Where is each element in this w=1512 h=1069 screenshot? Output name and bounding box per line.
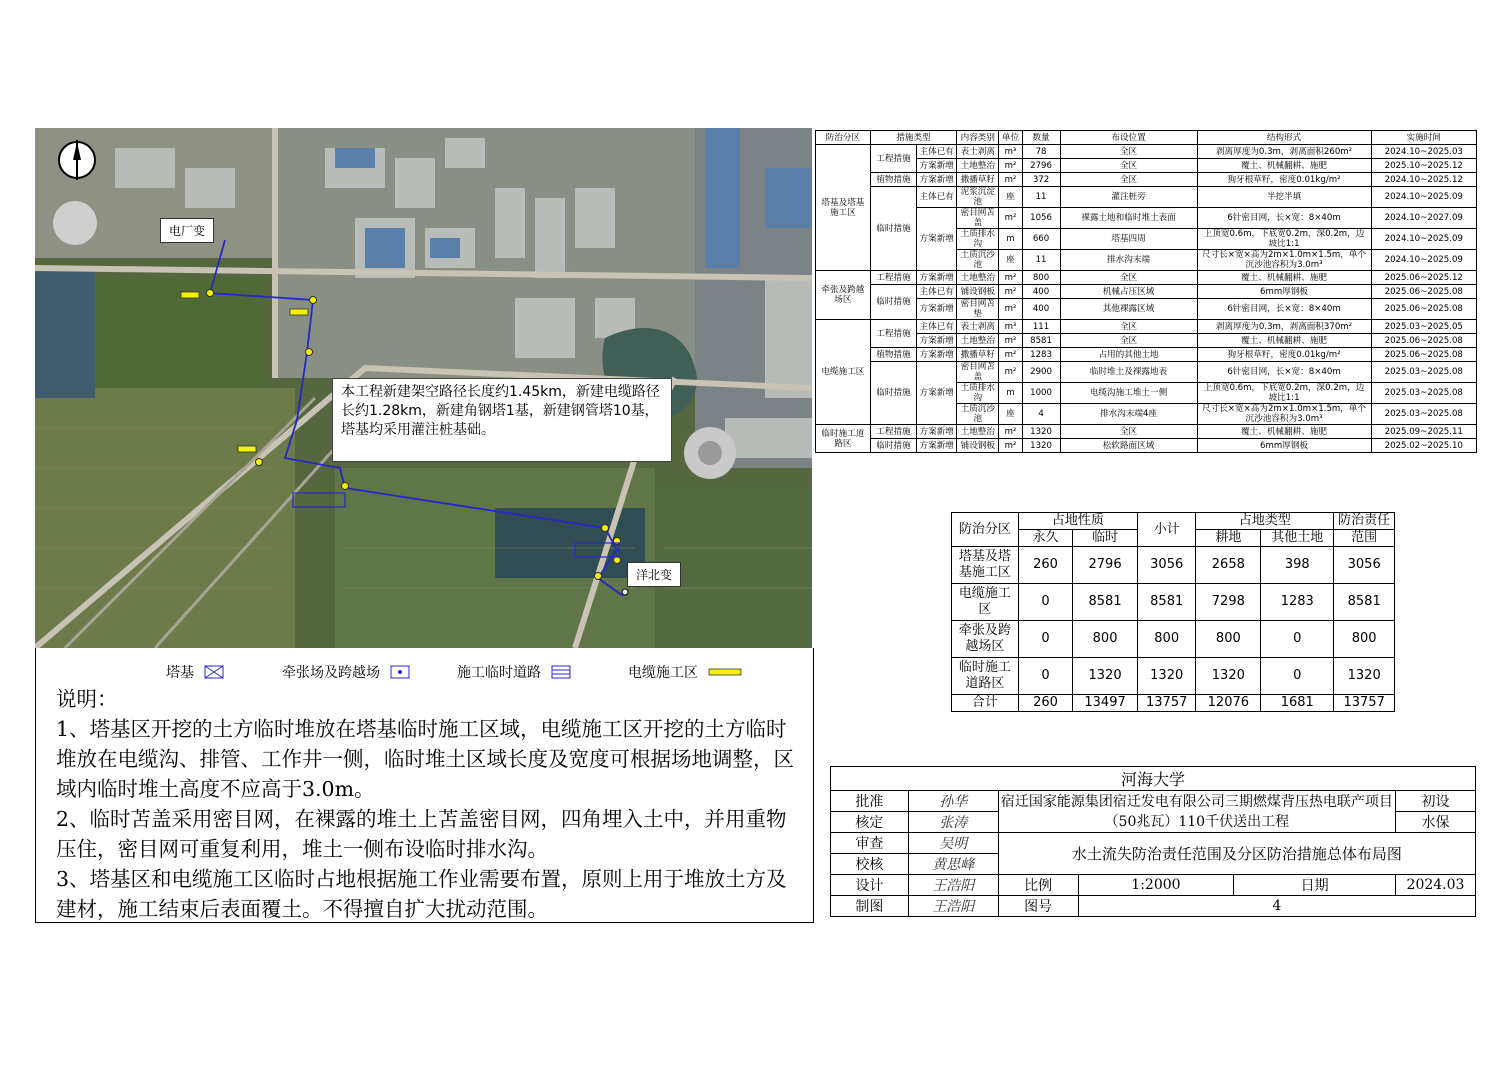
measure-type-cell: 植物措施 bbox=[870, 173, 916, 187]
measure-type-cell: 工程措施 bbox=[870, 271, 916, 285]
measure-type-cell: 临时措施 bbox=[870, 187, 916, 271]
measures-cell: 密目网苫垫 bbox=[957, 299, 999, 320]
measures-cell: 2025.06~2025.08 bbox=[1371, 334, 1477, 348]
measures-cell: 372 bbox=[1022, 173, 1060, 187]
measures-cell: 方案新增 bbox=[917, 348, 957, 362]
area-body bbox=[952, 547, 1395, 712]
measures-cell: 方案新增 bbox=[917, 159, 957, 173]
area-value-cell: 13757 bbox=[1137, 695, 1196, 712]
measures-cell: 2024.10~2025.09 bbox=[1371, 229, 1477, 250]
measures-cell: 土质沉沙池 bbox=[957, 404, 999, 425]
signer-check: 黄思峰 bbox=[908, 854, 998, 875]
measures-cell: 方案新增 bbox=[917, 362, 957, 425]
area-value-cell: 12076 bbox=[1196, 695, 1261, 712]
measures-cell: 主体已有 bbox=[917, 187, 957, 208]
measures-cell: 土质排水沟 bbox=[957, 383, 999, 404]
measures-cell: 表土剥离 bbox=[957, 145, 999, 159]
measures-cell: 方案新增 bbox=[917, 208, 957, 271]
measures-cell: 主体已有 bbox=[917, 285, 957, 299]
measures-cell: 2024.10~2025.12 bbox=[1371, 173, 1477, 187]
legend-pull-site-label: 牵张场及跨越场 bbox=[282, 665, 380, 681]
measures-cell: 全区 bbox=[1060, 271, 1197, 285]
signer-approve: 孙华 bbox=[908, 791, 998, 812]
measures-cell: 土质排水沟 bbox=[957, 229, 999, 250]
area-h-subtotal: 小计 bbox=[1137, 513, 1196, 547]
measures-cell: 其他裸露区域 bbox=[1060, 299, 1197, 320]
signer-design: 王浩阳 bbox=[908, 875, 998, 896]
area-value-cell: 1283 bbox=[1261, 584, 1334, 621]
measures-cell: 2025.09~2025.11 bbox=[1371, 425, 1477, 439]
signer-review: 吴明 bbox=[908, 833, 998, 854]
measures-row bbox=[816, 285, 1477, 299]
measures-cell: 上顶宽0.6m，下底宽0.2m，深0.2m，边坡比1:1 bbox=[1197, 383, 1371, 404]
area-h-type: 占地类型 bbox=[1196, 513, 1334, 530]
notes bbox=[22, 684, 792, 924]
measures-cell: 2796 bbox=[1022, 159, 1060, 173]
area-value-cell: 1320 bbox=[1073, 658, 1138, 695]
note-1: 1、塔基区开挖的土方临时堆放在塔基临时施工区域，电缆施工区开挖的土方临时堆放在电缆沟、排管、工作井一侧，临时堆土区域长度及宽度可根据场地调整，区域内临时堆土高度不应高于3.0m。 bbox=[56, 717, 794, 801]
area-value-cell: 1320 bbox=[1137, 658, 1196, 695]
measures-row bbox=[816, 348, 1477, 362]
measure-type-cell: 临时措施 bbox=[870, 439, 916, 453]
measures-cell: 2024.10~2027.09 bbox=[1371, 208, 1477, 229]
measures-cell: 2025.03~2025.08 bbox=[1371, 404, 1477, 425]
legend-tower-label: 塔基 bbox=[166, 665, 194, 681]
area-value-cell: 260 bbox=[1018, 547, 1072, 584]
measures-cell: 覆土、机械翻耕、施肥 bbox=[1197, 425, 1371, 439]
col-qty: 数量 bbox=[1022, 131, 1060, 145]
measures-cell: 座 bbox=[999, 187, 1022, 208]
col-zone: 防治分区 bbox=[816, 131, 871, 145]
measures-row bbox=[816, 271, 1477, 285]
measures-cell: 6针密目网，长×宽：8×40m bbox=[1197, 208, 1371, 229]
measures-cell: 400 bbox=[1022, 285, 1060, 299]
measures-cell: 尺寸长×宽×高为2m×1.0m×1.5m，单个沉沙池容积为3.0m³ bbox=[1197, 404, 1371, 425]
org-name: 河海大学 bbox=[831, 767, 1476, 791]
measures-cell: 2024.10~2025.09 bbox=[1371, 187, 1477, 208]
area-value-cell: 0 bbox=[1261, 621, 1334, 658]
measures-cell: 灌注桩旁 bbox=[1060, 187, 1197, 208]
area-value-cell: 800 bbox=[1073, 621, 1138, 658]
measures-cell: 1000 bbox=[1022, 383, 1060, 404]
measures-cell: 2024.10~2025.09 bbox=[1371, 250, 1477, 271]
measures-cell: 6mm厚钢板 bbox=[1197, 439, 1371, 453]
area-value-cell: 1681 bbox=[1261, 695, 1334, 712]
area-value-cell: 3056 bbox=[1334, 547, 1395, 584]
measures-cell: 方案新增 bbox=[917, 439, 957, 453]
measures-cell: 2025.06~2025.08 bbox=[1371, 285, 1477, 299]
route-description-callout: 本工程新建架空路径长度约1.45km，新建电缆路径长约1.28km，新建角钢塔1基，新建钢管塔10基，塔基均采用灌注桩基础。 bbox=[332, 378, 672, 462]
measures-cell: 覆土、机械翻耕、施肥 bbox=[1197, 334, 1371, 348]
measures-cell: 土地整治 bbox=[957, 271, 999, 285]
measures-cell: 土地整治 bbox=[957, 159, 999, 173]
measures-cell: m² bbox=[999, 271, 1022, 285]
area-value-cell: 8581 bbox=[1137, 584, 1196, 621]
measures-cell: 全区 bbox=[1060, 159, 1197, 173]
measures-cell: 排水沟末端4座 bbox=[1060, 404, 1197, 425]
measures-cell: m² bbox=[999, 439, 1022, 453]
col-structure: 结构形式 bbox=[1197, 131, 1371, 145]
area-value-cell: 1320 bbox=[1334, 658, 1395, 695]
area-h-zone: 防治分区 bbox=[952, 513, 1019, 547]
label-plant-substation: 电厂变 bbox=[160, 218, 214, 243]
zone-cell: 塔基及塔基施工区 bbox=[816, 145, 871, 271]
note-2: 2、临时苫盖采用密目网，在裸露的堆土上苫盖密目网，四角埋入土中，并用重物压住，密目网可重复利用，堆土一侧布设临时排水沟。 bbox=[56, 807, 787, 861]
measures-cell: m bbox=[999, 229, 1022, 250]
measures-cell: 覆土、机械翻耕、施肥 bbox=[1197, 159, 1371, 173]
col-category: 内容类别 bbox=[957, 131, 999, 145]
area-value-cell: 800 bbox=[1196, 621, 1261, 658]
area-row bbox=[952, 621, 1395, 658]
measures-cell: 表土剥离 bbox=[957, 320, 999, 334]
measures-cell: 方案新增 bbox=[917, 271, 957, 285]
area-value-cell: 8581 bbox=[1334, 584, 1395, 621]
zone-cell: 临时施工道路区 bbox=[816, 425, 871, 453]
measures-header-row bbox=[816, 131, 1477, 145]
measures-cell: 覆土、机械翻耕、施肥 bbox=[1197, 271, 1371, 285]
measures-cell: 主体已有 bbox=[917, 320, 957, 334]
drawing-title: 水土流失防治责任范围及分区防治措施总体布局图 bbox=[998, 833, 1475, 875]
project-name: 宿迁国家能源集团宿迁发电有限公司三期燃煤背压热电联产项目（50兆瓦）110千伏送出工程 bbox=[998, 791, 1395, 833]
measures-table bbox=[815, 130, 1477, 453]
measures-cell: m² bbox=[999, 173, 1022, 187]
role-approve: 批准 bbox=[831, 791, 909, 812]
measures-cell: 方案新增 bbox=[917, 299, 957, 320]
area-h-resp: 防治责任 bbox=[1334, 513, 1395, 530]
label-yangbei-substation: 洋北变 bbox=[627, 562, 681, 587]
measures-row bbox=[816, 362, 1477, 383]
measures-cell: 电缆沟施工堆土一侧 bbox=[1060, 383, 1197, 404]
measures-cell: 660 bbox=[1022, 229, 1060, 250]
measures-cell: 密目网苫盖 bbox=[957, 208, 999, 229]
measures-cell: 全区 bbox=[1060, 425, 1197, 439]
role-draft: 制图 bbox=[831, 896, 909, 917]
area-header-row-1 bbox=[952, 513, 1395, 530]
measures-body bbox=[816, 145, 1477, 453]
measures-cell: 2025.03~2025.08 bbox=[1371, 383, 1477, 404]
measures-cell: 2025.03~2025.05 bbox=[1371, 320, 1477, 334]
area-row bbox=[952, 695, 1395, 712]
measures-cell: m² bbox=[999, 334, 1022, 348]
signer-verify: 张涛 bbox=[908, 812, 998, 833]
north-arrow-icon bbox=[59, 140, 95, 180]
measures-cell: m² bbox=[999, 425, 1022, 439]
area-value-cell: 0 bbox=[1018, 658, 1072, 695]
measures-cell: 11 bbox=[1022, 187, 1060, 208]
measures-cell: 全区 bbox=[1060, 145, 1197, 159]
measures-cell: m² bbox=[999, 208, 1022, 229]
area-value-cell: 0 bbox=[1018, 621, 1072, 658]
signer-draft: 王浩阳 bbox=[908, 896, 998, 917]
measures-row bbox=[816, 439, 1477, 453]
area-value-cell: 800 bbox=[1334, 621, 1395, 658]
title-block bbox=[830, 766, 1476, 917]
measures-cell: 半挖半填 bbox=[1197, 187, 1371, 208]
col-location: 布设位置 bbox=[1060, 131, 1197, 145]
measures-cell: 方案新增 bbox=[917, 173, 957, 187]
measures-cell: 土地整治 bbox=[957, 425, 999, 439]
measures-cell: 尺寸长×宽×高为2m×1.0m×1.5m，单个沉沙池容积为3.0m³ bbox=[1197, 250, 1371, 271]
area-zone-cell: 塔基及塔基施工区 bbox=[952, 547, 1019, 584]
area-value-cell: 1320 bbox=[1196, 658, 1261, 695]
area-value-cell: 800 bbox=[1137, 621, 1196, 658]
measures-cell: m² bbox=[999, 285, 1022, 299]
measures-cell: 6针密目网，长×宽：8×40m bbox=[1197, 299, 1371, 320]
measures-cell: 1056 bbox=[1022, 208, 1060, 229]
measures-cell: 6针密目网，长×宽：8×40m bbox=[1197, 362, 1371, 383]
measures-cell: 全区 bbox=[1060, 334, 1197, 348]
area-value-cell: 8581 bbox=[1073, 584, 1138, 621]
measures-cell: 2900 bbox=[1022, 362, 1060, 383]
measures-row bbox=[816, 320, 1477, 334]
measures-row bbox=[816, 173, 1477, 187]
legend-cable-area-label: 电缆施工区 bbox=[628, 665, 698, 681]
drawing-no: 4 bbox=[1078, 896, 1475, 917]
measures-cell: 11 bbox=[1022, 250, 1060, 271]
notes-heading: 说明： bbox=[56, 687, 118, 711]
col-unit: 单位 bbox=[999, 131, 1022, 145]
measures-cell: 2025.03~2025.08 bbox=[1371, 362, 1477, 383]
measures-cell: 方案新增 bbox=[917, 334, 957, 348]
area-h-farm: 耕地 bbox=[1196, 530, 1261, 547]
measures-cell: 1320 bbox=[1022, 425, 1060, 439]
note-3: 3、塔基区和电缆施工区临时占地根据施工作业需要布置，原则上用于堆放土方及建材，施工结束后表面覆土。不得擅自扩大扰动范围。 bbox=[56, 867, 787, 921]
drawing-no-label: 图号 bbox=[998, 896, 1078, 917]
area-value-cell: 2796 bbox=[1073, 547, 1138, 584]
area-h-nature: 占地性质 bbox=[1018, 513, 1137, 530]
date-value: 2024.03 bbox=[1395, 875, 1475, 896]
col-time: 实施时间 bbox=[1371, 131, 1477, 145]
measures-cell: 机械占压区域 bbox=[1060, 285, 1197, 299]
measure-type-cell: 植物措施 bbox=[870, 348, 916, 362]
measures-cell: 1283 bbox=[1022, 348, 1060, 362]
zone-cell: 电缆施工区 bbox=[816, 320, 871, 425]
area-row bbox=[952, 547, 1395, 584]
measures-cell: 全区 bbox=[1060, 320, 1197, 334]
measures-cell: 方案新增 bbox=[917, 425, 957, 439]
area-table bbox=[951, 512, 1395, 712]
measures-cell: 松软路面区域 bbox=[1060, 439, 1197, 453]
area-zone-cell: 电缆施工区 bbox=[952, 584, 1019, 621]
area-value-cell: 7298 bbox=[1196, 584, 1261, 621]
area-h-range: 范围 bbox=[1334, 530, 1395, 547]
measures-cell: 座 bbox=[999, 250, 1022, 271]
area-value-cell: 3056 bbox=[1137, 547, 1196, 584]
measures-cell: 土质沉沙池 bbox=[957, 250, 999, 271]
col-type: 措施类型 bbox=[870, 131, 956, 145]
measures-cell: 800 bbox=[1022, 271, 1060, 285]
measures-cell: 泥浆沉淀池 bbox=[957, 187, 999, 208]
measure-type-cell: 工程措施 bbox=[870, 320, 916, 348]
measures-cell: 铺设钢板 bbox=[957, 439, 999, 453]
role-design: 设计 bbox=[831, 875, 909, 896]
scale-value: 1:2000 bbox=[1078, 875, 1234, 896]
measures-cell: 2025.06~2025.12 bbox=[1371, 271, 1477, 285]
area-h-temp: 临时 bbox=[1073, 530, 1138, 547]
measures-row bbox=[816, 425, 1477, 439]
scale-label: 比例 bbox=[998, 875, 1078, 896]
measures-cell: 全区 bbox=[1060, 173, 1197, 187]
area-row bbox=[952, 584, 1395, 621]
legend-temp-road-label: 施工临时道路 bbox=[457, 665, 541, 681]
measures-cell: 撒播草籽 bbox=[957, 173, 999, 187]
measures-cell: 2025.06~2025.08 bbox=[1371, 299, 1477, 320]
measures-cell: 2025.06~2025.08 bbox=[1371, 348, 1477, 362]
measures-cell: m² bbox=[999, 299, 1022, 320]
design-stage: 初设 bbox=[1395, 791, 1475, 812]
satellite-map[interactable] bbox=[35, 128, 812, 648]
measures-cell: 4 bbox=[1022, 404, 1060, 425]
role-check: 校核 bbox=[831, 854, 909, 875]
area-zone-cell: 合计 bbox=[952, 695, 1019, 712]
measures-cell: m² bbox=[999, 159, 1022, 173]
measures-cell: 2024.10~2025.03 bbox=[1371, 145, 1477, 159]
measures-cell: 上顶宽0.6m，下底宽0.2m，深0.2m，边坡比1:1 bbox=[1197, 229, 1371, 250]
measures-cell: 8581 bbox=[1022, 334, 1060, 348]
measures-cell: 裸露土地和临时堆土表面 bbox=[1060, 208, 1197, 229]
measures-cell: m bbox=[999, 383, 1022, 404]
measures-cell: 6mm厚钢板 bbox=[1197, 285, 1371, 299]
discipline: 水保 bbox=[1395, 812, 1475, 833]
measures-cell: 塔基四周 bbox=[1060, 229, 1197, 250]
area-h-other: 其他土地 bbox=[1261, 530, 1334, 547]
measures-cell: m³ bbox=[999, 320, 1022, 334]
measures-cell: 78 bbox=[1022, 145, 1060, 159]
measure-type-cell: 临时措施 bbox=[870, 362, 916, 425]
area-zone-cell: 牵张及跨越场区 bbox=[952, 621, 1019, 658]
measures-row bbox=[816, 187, 1477, 208]
measures-cell: 主体已有 bbox=[917, 145, 957, 159]
measures-cell: 座 bbox=[999, 404, 1022, 425]
measures-row bbox=[816, 145, 1477, 159]
area-value-cell: 13757 bbox=[1334, 695, 1395, 712]
measures-cell: 1320 bbox=[1022, 439, 1060, 453]
measures-cell: m² bbox=[999, 362, 1022, 383]
measures-cell: 撒播草籽 bbox=[957, 348, 999, 362]
area-row bbox=[952, 658, 1395, 695]
measures-cell: 占用的其他土地 bbox=[1060, 348, 1197, 362]
area-value-cell: 0 bbox=[1018, 584, 1072, 621]
measures-cell: m² bbox=[999, 348, 1022, 362]
date-label: 日期 bbox=[1234, 875, 1396, 896]
measure-type-cell: 工程措施 bbox=[870, 145, 916, 173]
role-review: 审查 bbox=[831, 833, 909, 854]
measures-cell: 铺设钢板 bbox=[957, 285, 999, 299]
measures-cell: 密目网苫盖 bbox=[957, 362, 999, 383]
measures-cell: 临时堆土及裸露地表 bbox=[1060, 362, 1197, 383]
measures-cell: 土地整治 bbox=[957, 334, 999, 348]
area-value-cell: 2658 bbox=[1196, 547, 1261, 584]
area-h-perm: 永久 bbox=[1018, 530, 1072, 547]
measures-cell: 排水沟末端 bbox=[1060, 250, 1197, 271]
measures-cell: 剥离厚度为0.3m，剥离面积260m² bbox=[1197, 145, 1371, 159]
area-value-cell: 13497 bbox=[1073, 695, 1138, 712]
measures-cell: 狗牙根草籽，密度0.01kg/m² bbox=[1197, 348, 1371, 362]
zone-cell: 牵张及跨越场区 bbox=[816, 271, 871, 320]
measures-cell: 剥离厚度为0.3m，剥离面积370m² bbox=[1197, 320, 1371, 334]
measures-cell: m³ bbox=[999, 145, 1022, 159]
measures-cell: 400 bbox=[1022, 299, 1060, 320]
area-value-cell: 0 bbox=[1261, 658, 1334, 695]
measure-type-cell: 临时措施 bbox=[870, 285, 916, 320]
measure-type-cell: 工程措施 bbox=[870, 425, 916, 439]
measures-cell: 狗牙根草籽，密度0.01kg/m² bbox=[1197, 173, 1371, 187]
area-zone-cell: 临时施工道路区 bbox=[952, 658, 1019, 695]
measures-cell: 2025.02~2025.10 bbox=[1371, 439, 1477, 453]
measures-cell: 2025.10~2025.12 bbox=[1371, 159, 1477, 173]
area-value-cell: 260 bbox=[1018, 695, 1072, 712]
measures-cell: 111 bbox=[1022, 320, 1060, 334]
role-verify: 核定 bbox=[831, 812, 909, 833]
area-value-cell: 398 bbox=[1261, 547, 1334, 584]
